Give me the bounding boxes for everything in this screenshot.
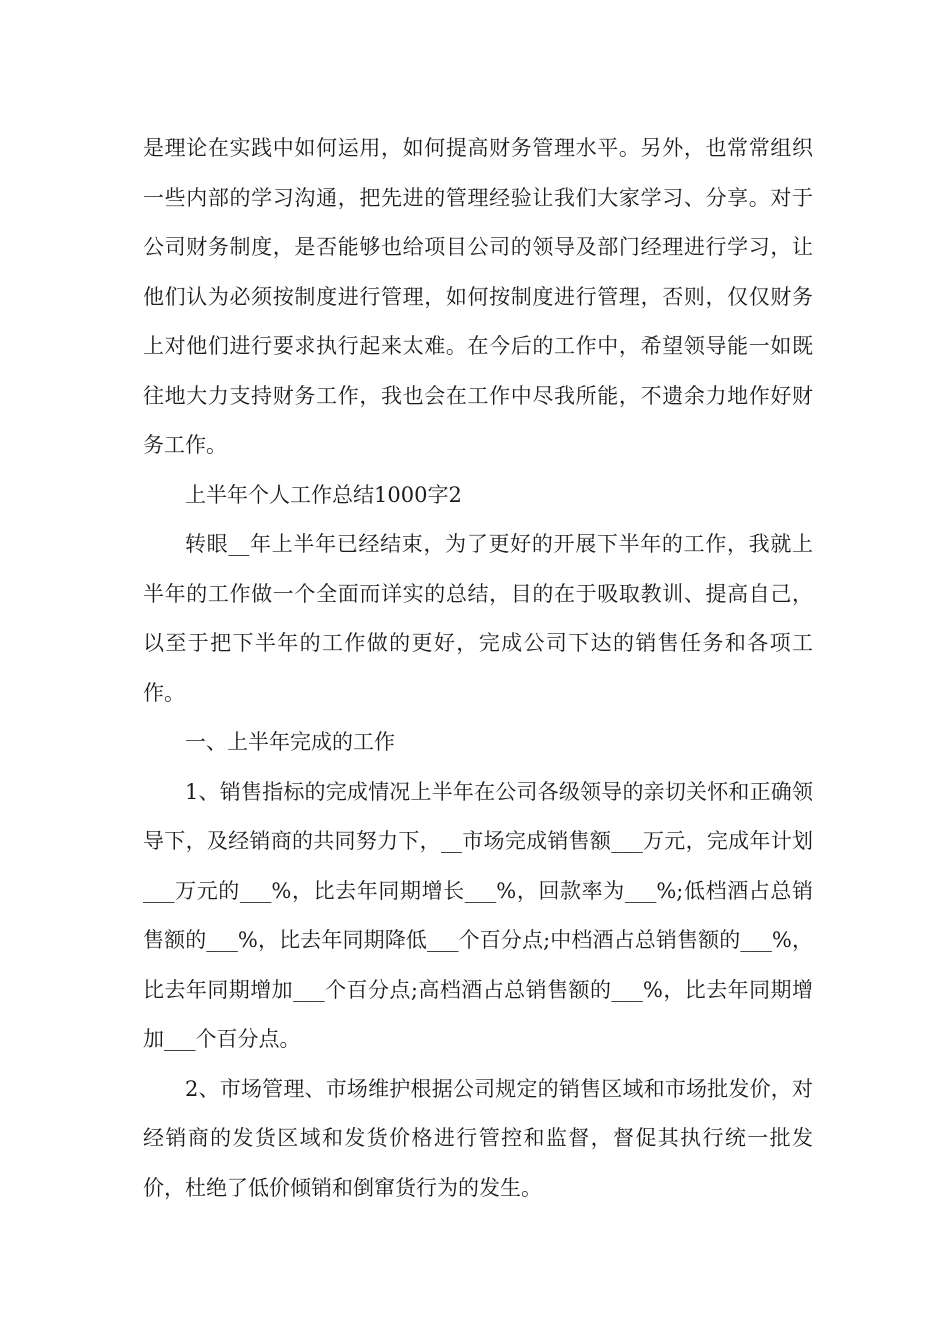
paragraph-sales-targets: 1、销售指标的完成情况上半年在公司各级领导的亲切关怀和正确领导下，及经销商的共同努力下，__市场完成销售额___万元，完成年计划___万元的___%，比去年同期增长___%，回款率为___%;低档酒占总销售额的___%，比去年同期降低___个百分点;中档酒占总销售额的___%，比去年同期增加___个百分点;高档酒占总销售额的___%，比去年同期增加___个百分点。 [143, 779, 813, 1051]
paragraph-intro: 转眼__年上半年已经结束，为了更好的开展下半年的工作，我就上半年的工作做一个全面而详实的总结，目的在于吸取教训、提高自己，以至于把下半年的工作做的更好，完成公司下达的销售任务和各项工作。 [143, 532, 813, 705]
section-heading-completed-work: 一、上半年完成的工作 [185, 730, 395, 754]
paragraph-market-management: 2、市场管理、市场维护根据公司规定的销售区域和市场批发价，对经销商的发货区域和发货价格进行管控和监督，督促其执行统一批发价，杜绝了低价倾销和倒窜货行为的发生。 [143, 1076, 813, 1200]
paragraph-finance-closing: 是理论在实践中如何运用，如何提高财务管理水平。另外，也常常组织一些内部的学习沟通，把先进的管理经验让我们大家学习、分享。对于公司财务制度，是否能够也给项目公司的领导及部门经理进行学习，让他们认为必须按制度进行管理，如何按制度进行管理，否则，仅仅财务上对他们进行要求执行起来太难。在今后的工作中，希望领导能一如既往地大力支持财务工作，我也会在工作中尽我所能，不遗余力地作好财务工作。 [143, 136, 813, 457]
section-heading-summary-2: 上半年个人工作总结1000字2 [185, 482, 462, 507]
document-body [143, 124, 813, 1213]
